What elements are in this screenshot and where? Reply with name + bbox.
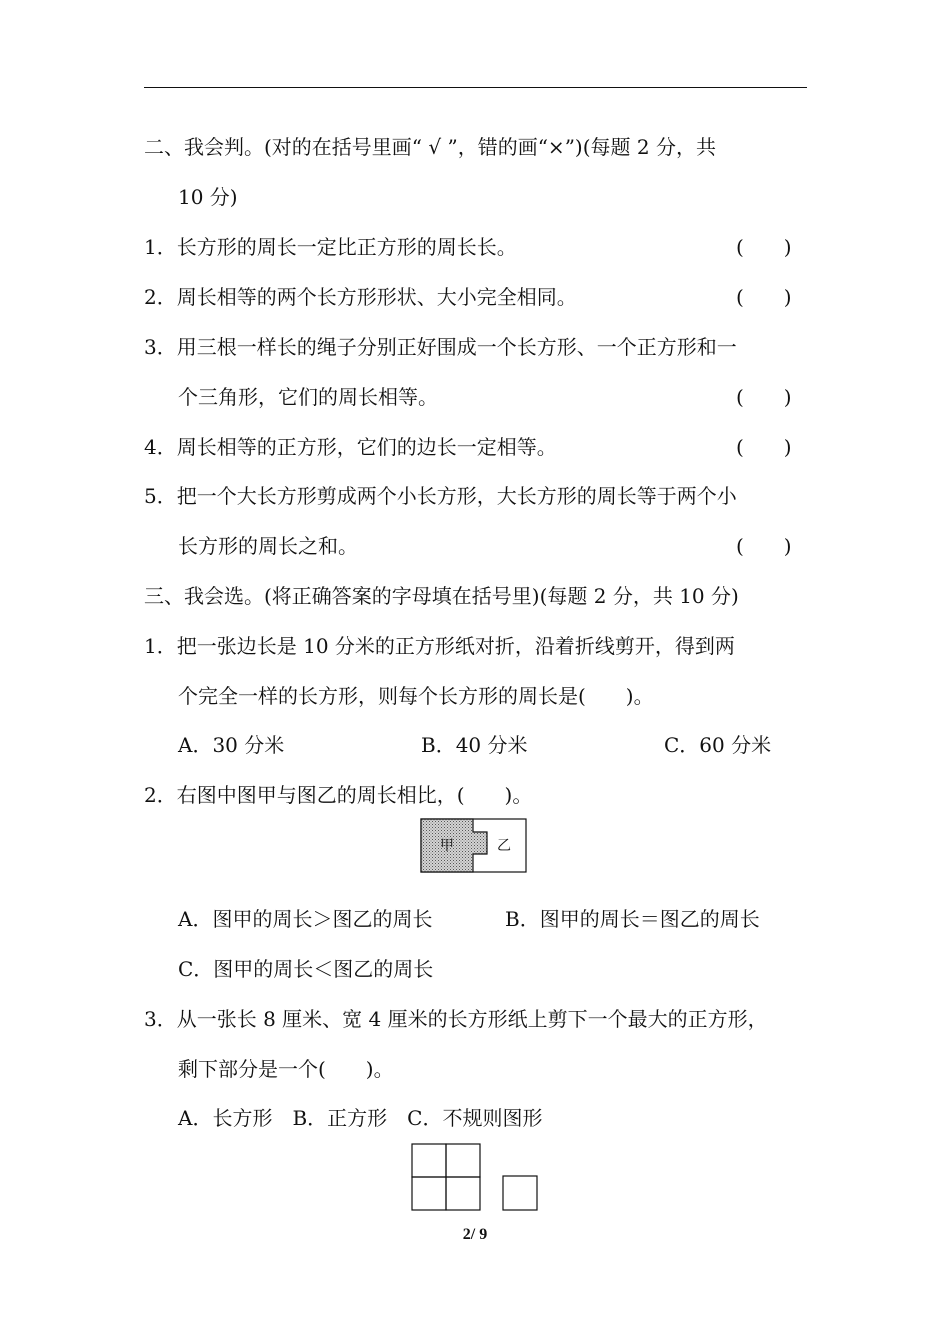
grid-square-tr bbox=[446, 1144, 480, 1177]
item-text: 从一张长 8 厘米、宽 4 厘米的长方形纸上剪下一个最大的正方形， bbox=[176, 1007, 768, 1031]
grid-square-bl bbox=[412, 1177, 446, 1210]
choice-q3-cont[interactable]: 剩下部分是一个( )。 bbox=[178, 1057, 394, 1081]
section2-heading: 二、我会判。(对的在括号里画“ √ ”，错的画“×”)(每题 2 分，共 bbox=[144, 135, 716, 159]
header-rule bbox=[144, 87, 807, 88]
judge-item-3-cont: 个三角形，它们的周长相等。 bbox=[178, 385, 438, 409]
judge-item-5-cont: 长方形的周长之和。 bbox=[178, 534, 358, 558]
single-square bbox=[503, 1176, 537, 1210]
item-number: 5． bbox=[144, 484, 177, 508]
answer-paren-1[interactable]: ( ) bbox=[736, 235, 792, 259]
item-number: 3． bbox=[144, 1007, 177, 1031]
choice-q1-cont[interactable]: 个完全一样的长方形，则每个长方形的周长是( )。 bbox=[178, 684, 654, 708]
figure-jia-label: 甲 bbox=[440, 838, 454, 854]
section2-heading-cont: 10 分) bbox=[178, 185, 238, 209]
answer-paren-5[interactable]: ( ) bbox=[736, 534, 792, 558]
item-text: 右图中图甲与图乙的周长相比，( )。 bbox=[176, 783, 533, 807]
q2-option-b[interactable]: B．图甲的周长＝图乙的周长 bbox=[505, 907, 760, 931]
q2-option-c[interactable]: C．图甲的周长＜图乙的周长 bbox=[178, 957, 434, 981]
q2-option-a[interactable]: A．图甲的周长＞图乙的周长 bbox=[178, 907, 433, 931]
judge-item-5 bbox=[144, 484, 737, 508]
judge-item-1 bbox=[144, 235, 517, 259]
choice-q2 bbox=[144, 783, 532, 807]
answer-paren-2[interactable]: ( ) bbox=[736, 285, 792, 309]
item-number: 1． bbox=[144, 634, 177, 658]
item-text: 周长相等的两个长方形形状、大小完全相同。 bbox=[176, 285, 577, 309]
item-number: 2． bbox=[144, 783, 177, 807]
item-text: 把一个大长方形剪成两个小长方形，大长方形的周长等于两个小 bbox=[176, 484, 737, 508]
item-number: 2． bbox=[144, 285, 177, 309]
item-text: 周长相等的正方形，它们的边长一定相等。 bbox=[176, 435, 557, 459]
item-text: 把一张边长是 10 分米的正方形纸对折，沿着折线剪开，得到两 bbox=[176, 634, 735, 658]
answer-paren-4[interactable]: ( ) bbox=[736, 435, 792, 459]
choice-q3 bbox=[144, 1007, 768, 1031]
perimeter-figure bbox=[420, 818, 528, 874]
q1-option-a[interactable]: A．30 分米 bbox=[178, 733, 285, 757]
choice-q1 bbox=[144, 634, 735, 658]
square-grid-figure bbox=[411, 1143, 541, 1211]
item-number: 1． bbox=[144, 235, 177, 259]
item-number: 4． bbox=[144, 435, 177, 459]
judge-item-2 bbox=[144, 285, 577, 309]
section3-heading: 三、我会选。(将正确答案的字母填在括号里)(每题 2 分，共 10 分) bbox=[144, 584, 739, 608]
answer-paren-3[interactable]: ( ) bbox=[736, 385, 792, 409]
page-number: 2/ 9 bbox=[462, 1226, 488, 1243]
item-text: 长方形的周长一定比正方形的周长长。 bbox=[176, 235, 517, 259]
q3-options[interactable]: A．长方形 B．正方形 C．不规则图形 bbox=[178, 1106, 543, 1130]
figure-yi-label: 乙 bbox=[497, 838, 511, 854]
item-number: 3． bbox=[144, 335, 177, 359]
item-text: 用三根一样长的绳子分别正好围成一个长方形、一个正方形和一 bbox=[176, 335, 737, 359]
grid-square-br bbox=[446, 1177, 480, 1210]
q1-option-b[interactable]: B．40 分米 bbox=[421, 733, 528, 757]
judge-item-4 bbox=[144, 435, 557, 459]
judge-item-3 bbox=[144, 335, 737, 359]
grid-square-tl bbox=[412, 1144, 446, 1177]
q1-option-c[interactable]: C．60 分米 bbox=[664, 733, 772, 757]
